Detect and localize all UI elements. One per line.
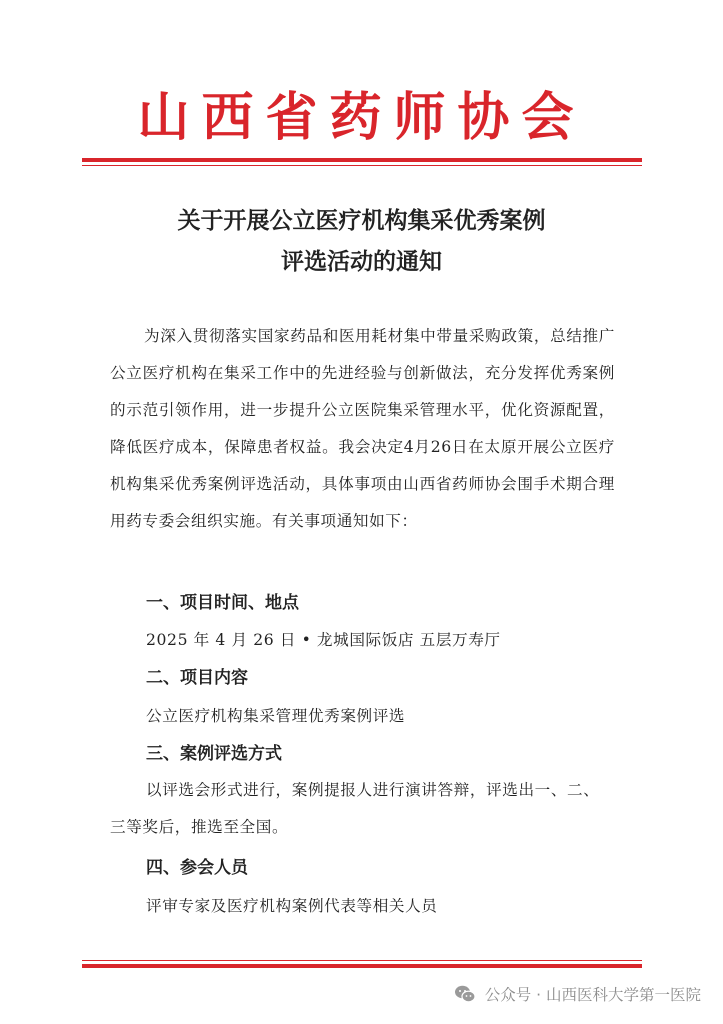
section-content-1: 2025 年 4 月 26 日 • 龙城国际饭店 五层万寿厅 — [146, 631, 501, 649]
footer-rule-thin — [82, 960, 642, 961]
section-heading-2: 二、项目内容 — [146, 668, 248, 688]
header-rule-thin — [82, 165, 642, 166]
section-heading-3: 三、案例评选方式 — [146, 744, 282, 764]
org-name: 山西省药师协会 — [137, 87, 586, 148]
section-content-4: 评审专家及医疗机构案例代表等相关人员 — [146, 897, 438, 915]
wechat-icon — [453, 982, 477, 1006]
section-content-2: 公立医疗机构集采管理优秀案例评选 — [146, 707, 406, 725]
intro-paragraph — [110, 318, 615, 540]
section-heading-1: 一、项目时间、地点 — [146, 593, 299, 613]
watermark — [453, 982, 701, 1006]
header-rule-thick — [82, 158, 642, 162]
section-content-3: 以评选会形式进行，案例提报人进行演讲答辩，评选出一、二、三等奖后，推选至全国。 — [110, 781, 600, 836]
watermark-text: 公众号 · 山西医科大学第一医院 — [484, 986, 701, 1004]
doc-title-line1: 关于开展公立医疗机构集采优秀案例 — [177, 208, 546, 234]
section-heading-4: 四、参会人员 — [146, 858, 248, 878]
doc-title-line2: 评选活动的通知 — [281, 249, 442, 275]
footer-rule-thick — [82, 964, 642, 968]
section-content-3-wrap — [110, 772, 615, 846]
intro-text: 为深入贯彻落实国家药品和医用耗材集中带量采购政策，总结推广公立医疗机构在集采工作中的先进经验与创新做法，充分发挥优秀案例的示范引领作用，进一步提升公立医院集采管理水平，优化资源配置，降低医疗成本，保障患者权益。我会决定4月26日在太原开展公立医疗机构集采优秀案例评选活动，具体事项由山西省药师协会围手术期合理用药专委会组织实施。有关事项通知如下： — [110, 327, 615, 530]
